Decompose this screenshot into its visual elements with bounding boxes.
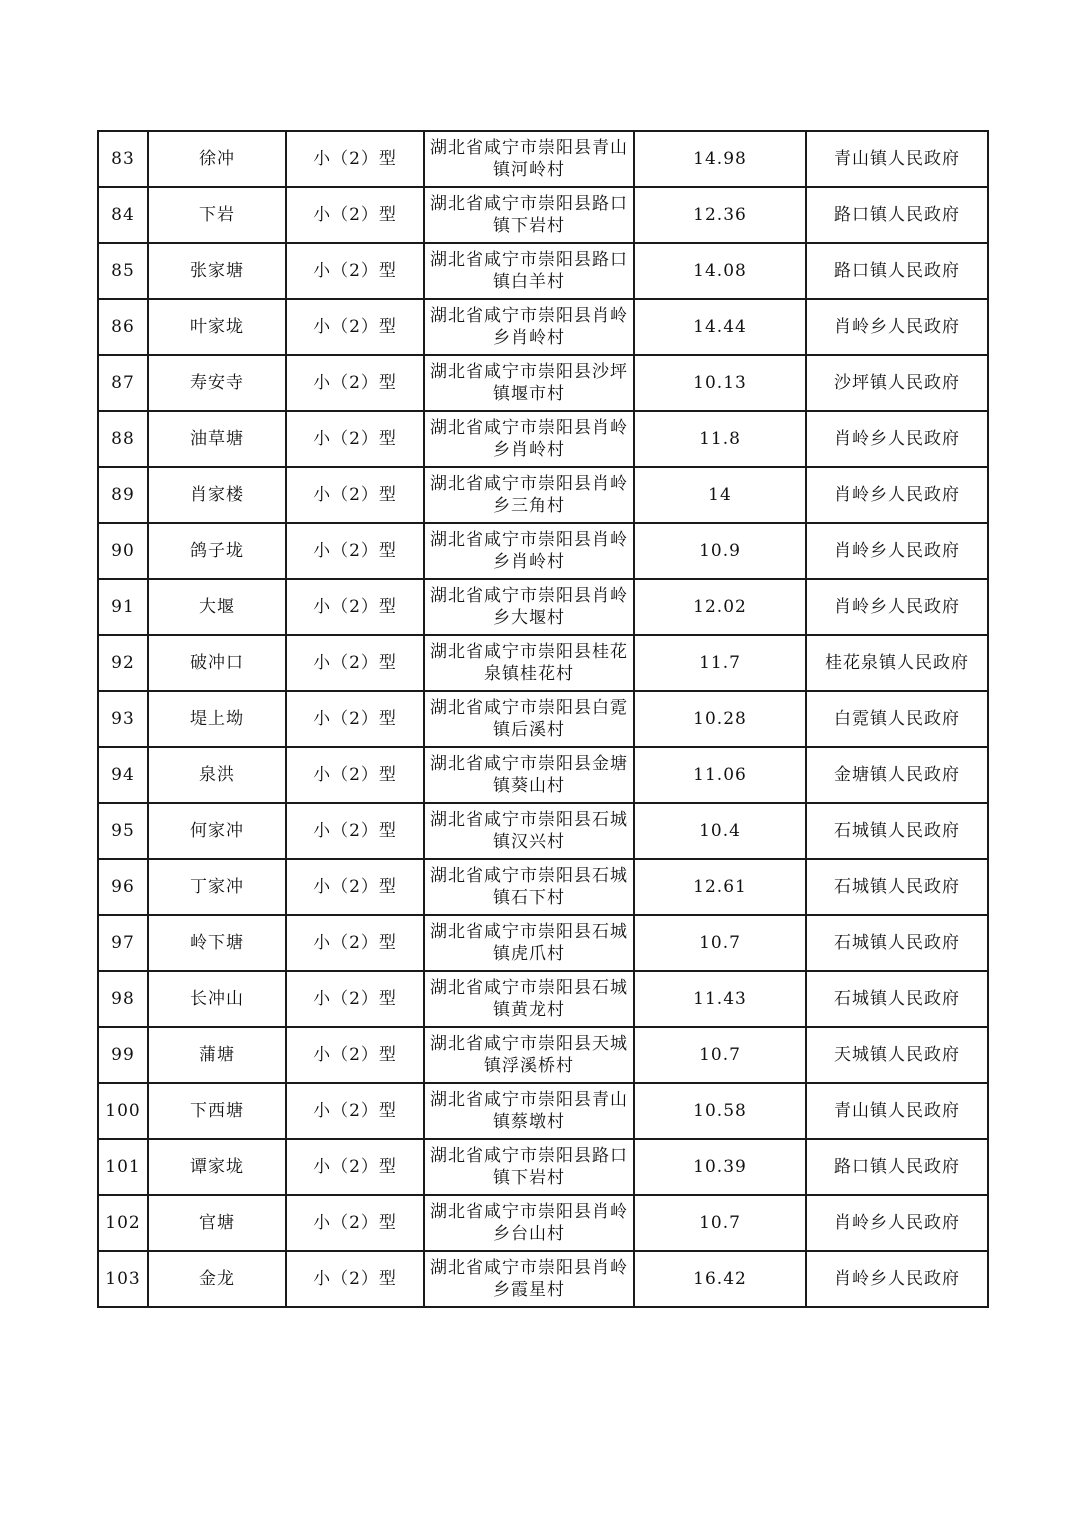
reservoir-location-cell: 湖北省咸宁市崇阳县石城镇石下村 [424,859,634,915]
reservoir-capacity-cell: 12.02 [634,579,806,635]
reservoir-scale-cell: 小（2）型 [286,131,424,187]
row-number-cell: 91 [98,579,148,635]
row-number-cell: 86 [98,299,148,355]
reservoir-capacity-cell: 10.7 [634,1195,806,1251]
reservoir-scale-cell: 小（2）型 [286,299,424,355]
table-row [98,299,988,355]
responsible-authority-cell: 青山镇人民政府 [806,1083,988,1139]
responsible-authority-cell: 肖岭乡人民政府 [806,579,988,635]
reservoir-capacity-cell: 11.43 [634,971,806,1027]
reservoir-location-cell: 湖北省咸宁市崇阳县路口镇下岩村 [424,1139,634,1195]
reservoir-name-cell: 叶家垅 [148,299,286,355]
responsible-authority-cell: 天城镇人民政府 [806,1027,988,1083]
reservoir-name-cell: 谭家垅 [148,1139,286,1195]
reservoir-scale-cell: 小（2）型 [286,859,424,915]
table-row [98,803,988,859]
table-row [98,467,988,523]
reservoir-scale-cell: 小（2）型 [286,803,424,859]
reservoir-scale-cell: 小（2）型 [286,355,424,411]
responsible-authority-cell: 路口镇人民政府 [806,243,988,299]
row-number-cell: 89 [98,467,148,523]
table-row [98,971,988,1027]
row-number-cell: 98 [98,971,148,1027]
responsible-authority-cell: 肖岭乡人民政府 [806,1195,988,1251]
row-number-cell: 84 [98,187,148,243]
reservoir-capacity-cell: 10.7 [634,915,806,971]
reservoir-location-cell: 湖北省咸宁市崇阳县青山镇蔡墩村 [424,1083,634,1139]
reservoir-location-cell: 湖北省咸宁市崇阳县石城镇虎爪村 [424,915,634,971]
reservoir-name-cell: 下岩 [148,187,286,243]
reservoir-capacity-cell: 16.42 [634,1251,806,1307]
responsible-authority-cell: 沙坪镇人民政府 [806,355,988,411]
responsible-authority-cell: 石城镇人民政府 [806,915,988,971]
reservoir-location-cell: 湖北省咸宁市崇阳县肖岭乡台山村 [424,1195,634,1251]
row-number-cell: 99 [98,1027,148,1083]
reservoir-scale-cell: 小（2）型 [286,1083,424,1139]
row-number-cell: 92 [98,635,148,691]
responsible-authority-cell: 肖岭乡人民政府 [806,299,988,355]
responsible-authority-cell: 石城镇人民政府 [806,803,988,859]
row-number-cell: 83 [98,131,148,187]
table-row [98,1195,988,1251]
reservoir-scale-cell: 小（2）型 [286,243,424,299]
reservoir-capacity-cell: 11.06 [634,747,806,803]
row-number-cell: 87 [98,355,148,411]
table-row [98,187,988,243]
reservoir-name-cell: 下西塘 [148,1083,286,1139]
reservoir-capacity-cell: 10.9 [634,523,806,579]
row-number-cell: 96 [98,859,148,915]
table-row [98,915,988,971]
table-row [98,1251,988,1307]
reservoir-name-cell: 肖家楼 [148,467,286,523]
responsible-authority-cell: 金塘镇人民政府 [806,747,988,803]
responsible-authority-cell: 石城镇人民政府 [806,971,988,1027]
reservoir-capacity-cell: 14 [634,467,806,523]
reservoir-location-cell: 湖北省咸宁市崇阳县白霓镇后溪村 [424,691,634,747]
reservoir-location-cell: 湖北省咸宁市崇阳县肖岭乡肖岭村 [424,299,634,355]
reservoir-scale-cell: 小（2）型 [286,635,424,691]
row-number-cell: 97 [98,915,148,971]
reservoir-location-cell: 湖北省咸宁市崇阳县肖岭乡三角村 [424,467,634,523]
reservoir-scale-cell: 小（2）型 [286,747,424,803]
reservoir-scale-cell: 小（2）型 [286,411,424,467]
responsible-authority-cell: 肖岭乡人民政府 [806,467,988,523]
reservoir-name-cell: 寿安寺 [148,355,286,411]
reservoir-capacity-cell: 11.8 [634,411,806,467]
reservoir-table-body [98,131,988,1307]
row-number-cell: 101 [98,1139,148,1195]
reservoir-capacity-cell: 10.7 [634,1027,806,1083]
reservoir-name-cell: 张家塘 [148,243,286,299]
reservoir-capacity-cell: 14.98 [634,131,806,187]
reservoir-name-cell: 何家冲 [148,803,286,859]
table-row [98,747,988,803]
reservoir-name-cell: 油草塘 [148,411,286,467]
reservoir-name-cell: 破冲口 [148,635,286,691]
reservoir-name-cell: 岭下塘 [148,915,286,971]
reservoir-location-cell: 湖北省咸宁市崇阳县天城镇浮溪桥村 [424,1027,634,1083]
reservoir-location-cell: 湖北省咸宁市崇阳县肖岭乡霞星村 [424,1251,634,1307]
reservoir-scale-cell: 小（2）型 [286,691,424,747]
reservoir-name-cell: 长冲山 [148,971,286,1027]
reservoir-scale-cell: 小（2）型 [286,915,424,971]
row-number-cell: 90 [98,523,148,579]
reservoir-scale-cell: 小（2）型 [286,523,424,579]
reservoir-name-cell: 大堰 [148,579,286,635]
responsible-authority-cell: 肖岭乡人民政府 [806,1251,988,1307]
reservoir-capacity-cell: 14.08 [634,243,806,299]
reservoir-location-cell: 湖北省咸宁市崇阳县金塘镇葵山村 [424,747,634,803]
responsible-authority-cell: 肖岭乡人民政府 [806,523,988,579]
table-row [98,859,988,915]
row-number-cell: 100 [98,1083,148,1139]
table-row [98,243,988,299]
row-number-cell: 94 [98,747,148,803]
reservoir-name-cell: 蒲塘 [148,1027,286,1083]
responsible-authority-cell: 路口镇人民政府 [806,187,988,243]
row-number-cell: 93 [98,691,148,747]
table-row [98,355,988,411]
reservoir-scale-cell: 小（2）型 [286,1251,424,1307]
reservoir-location-cell: 湖北省咸宁市崇阳县青山镇河岭村 [424,131,634,187]
reservoir-capacity-cell: 14.44 [634,299,806,355]
reservoir-location-cell: 湖北省咸宁市崇阳县肖岭乡大堰村 [424,579,634,635]
table-row [98,635,988,691]
responsible-authority-cell: 桂花泉镇人民政府 [806,635,988,691]
reservoir-location-cell: 湖北省咸宁市崇阳县肖岭乡肖岭村 [424,523,634,579]
row-number-cell: 102 [98,1195,148,1251]
table-row [98,1139,988,1195]
responsible-authority-cell: 肖岭乡人民政府 [806,411,988,467]
reservoir-name-cell: 泉洪 [148,747,286,803]
table-row [98,1083,988,1139]
reservoir-capacity-cell: 10.58 [634,1083,806,1139]
reservoir-location-cell: 湖北省咸宁市崇阳县桂花泉镇桂花村 [424,635,634,691]
reservoir-scale-cell: 小（2）型 [286,971,424,1027]
reservoir-scale-cell: 小（2）型 [286,187,424,243]
reservoir-name-cell: 金龙 [148,1251,286,1307]
reservoir-location-cell: 湖北省咸宁市崇阳县石城镇黄龙村 [424,971,634,1027]
table-row [98,579,988,635]
reservoir-location-cell: 湖北省咸宁市崇阳县路口镇下岩村 [424,187,634,243]
reservoir-location-cell: 湖北省咸宁市崇阳县肖岭乡肖岭村 [424,411,634,467]
reservoir-location-cell: 湖北省咸宁市崇阳县路口镇白羊村 [424,243,634,299]
reservoir-scale-cell: 小（2）型 [286,1139,424,1195]
reservoir-capacity-cell: 10.13 [634,355,806,411]
reservoir-capacity-cell: 12.61 [634,859,806,915]
reservoir-scale-cell: 小（2）型 [286,467,424,523]
reservoir-name-cell: 徐冲 [148,131,286,187]
reservoir-location-cell: 湖北省咸宁市崇阳县沙坪镇堰市村 [424,355,634,411]
reservoir-capacity-cell: 10.39 [634,1139,806,1195]
reservoir-scale-cell: 小（2）型 [286,1195,424,1251]
reservoir-capacity-cell: 10.28 [634,691,806,747]
responsible-authority-cell: 石城镇人民政府 [806,859,988,915]
table-row [98,411,988,467]
reservoir-capacity-cell: 11.7 [634,635,806,691]
row-number-cell: 88 [98,411,148,467]
reservoir-capacity-cell: 10.4 [634,803,806,859]
row-number-cell: 103 [98,1251,148,1307]
responsible-authority-cell: 青山镇人民政府 [806,131,988,187]
reservoir-name-cell: 鸽子垅 [148,523,286,579]
reservoir-name-cell: 堤上坳 [148,691,286,747]
table-row [98,523,988,579]
reservoir-name-cell: 官塘 [148,1195,286,1251]
table-row [98,1027,988,1083]
row-number-cell: 95 [98,803,148,859]
reservoir-location-cell: 湖北省咸宁市崇阳县石城镇汉兴村 [424,803,634,859]
reservoir-scale-cell: 小（2）型 [286,1027,424,1083]
table-row [98,131,988,187]
reservoir-capacity-cell: 12.36 [634,187,806,243]
reservoir-name-cell: 丁家冲 [148,859,286,915]
reservoir-table [97,130,989,1308]
responsible-authority-cell: 路口镇人民政府 [806,1139,988,1195]
responsible-authority-cell: 白霓镇人民政府 [806,691,988,747]
table-row [98,691,988,747]
reservoir-scale-cell: 小（2）型 [286,579,424,635]
row-number-cell: 85 [98,243,148,299]
